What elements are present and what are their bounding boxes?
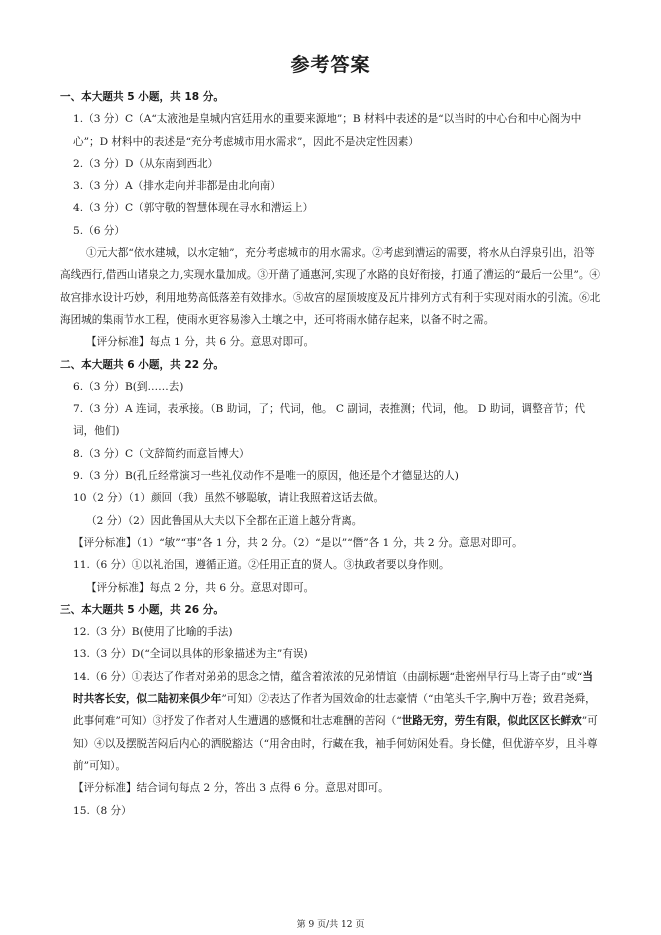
answer-q3: 3.（3 分）A（排水走向并非都是由北向南） [73,180,281,193]
answer-q14-quote-2: 世路无穷，劳生有限，似此区区长鲜欢 [401,715,582,728]
answer-q5-body: ①元大都“依水建城，以水定轴”，充分考虑城市的用水需求。②考虑到漕运的需要，将水从白浮泉引出，沿等高线西行,借西山诸泉之力,实现水量加成。③开凿了通惠河,实现了水路的良好衔接，打通了漕运的“最后一公里”。④故宫排水设计巧妙，利用地势高低落差有效排水。⑤故宫的屋顶坡度及瓦片排列方式有利于实现对雨水的引流。⑥北海团城的集雨节水工程，使雨水更容易渗入土壤之中，还可将雨水储存起来，以备不时之需。 [60,247,601,326]
answer-q14-quote-1: 当时共客长安，似二陆初来俱少年 [73,670,593,706]
scoring-standard-q14: 【评分标准】结合词句每点 2 分，答出 3 点得 6 分。意思对即可。 [73,782,389,795]
answer-q14-text-c: ”可知）②表达了作者为国效命的壮志豪情（“由笔头千字,胸中万卷；致君尧舜，此事何难”可知）③抒发了作者对人生遭遇的感慨和壮志难酬的苦闷（“ [73,693,596,728]
answer-q6: 6.（3 分）B(到……去) [73,380,184,393]
answer-q10-part1: 10（2 分）（1）颜回（我）虽然不够聪敏，请让我照着这话去做。 [73,492,385,505]
answer-q2: 2.（3 分）D（从东南到西北） [73,157,219,170]
scoring-standard-q10: 【评分标准】（1）“敏”“事”各 1 分，共 2 分。（2）“是以”“僭”各 1 分，共 2 分。意思对即可。 [73,536,523,549]
answer-q12: 12.（3 分）B(使用了比喻的手法) [73,626,233,639]
page-title: 参考答案 [290,54,371,76]
scoring-standard-q5: 【评分标准】每点 1 分，共 6 分。意思对即可。 [86,336,315,349]
answer-q8: 8.（3 分）C（文辞简约而意旨博大） [73,447,250,460]
section-2-heading: 二、本大题共 6 小题，共 22 分。 [60,358,224,371]
section-3-heading: 三、本大题共 5 小题，共 26 分。 [60,603,224,616]
scoring-standard-q11: 【评分标准】每点 2 分，共 6 分。意思对即可。 [86,581,315,594]
answer-q9: 9.（3 分）B(孔丘经常演习一些礼仪动作不是唯一的原因，他还是个才德显达的人) [73,470,459,483]
answer-q4: 4.（3 分）C（郭守敬的智慧体现在寻水和漕运上） [73,202,314,215]
answer-q15: 15.（8 分） [73,804,132,817]
answer-q5-head: 5.（6 分） [73,224,125,237]
answer-q14-text-d: ”可知）④以及摆脱苦闷后内心的洒脱豁达（“用舍由时，行藏在我，袖手何妨闲处看。身长健，但优游卒岁，且斗尊前”可知）。 [73,715,598,772]
answer-content [60,86,602,822]
answer-q14-text-a: 14.（6 分）①表达了作者对弟弟的思念之情，蕴含着浓浓的兄弟情谊（由副标题“赴密州早行马上寄子由”或“ [73,670,583,683]
page-footer: 第 9 页/共 12 页 [296,920,365,930]
section-1-heading: 一、本大题共 5 小题，共 18 分。 [60,91,224,103]
answer-q14 [60,666,602,777]
answer-q10-part2: （2 分）（2）因此鲁国从大夫以下全都在正道上越分背离。 [86,514,363,527]
answer-q13: 13.（3 分）D(“全词以具体的形象描述为主”有误) [73,648,308,661]
answer-q7: 7.（3 分）A 连词，表承接。（B 助词，了；代词，他。 C 副词，表推测；代词，他。 D 助词，调整音节；代词，他们) [73,403,586,438]
answer-q1: 1.（3 分）C（A“太液池是皇城内宫廷用水的重要来源地”；B 材料中表述的是“以当时的中心台和中心阁为中心”；D 材料中的表述是“充分考虑城市用水需求”，因此不是决定性因素） [73,113,582,148]
answer-q11: 11.（6 分）①以礼治国，遵循正道。②任用正直的贤人。③执政者要以身作则。 [73,559,450,572]
